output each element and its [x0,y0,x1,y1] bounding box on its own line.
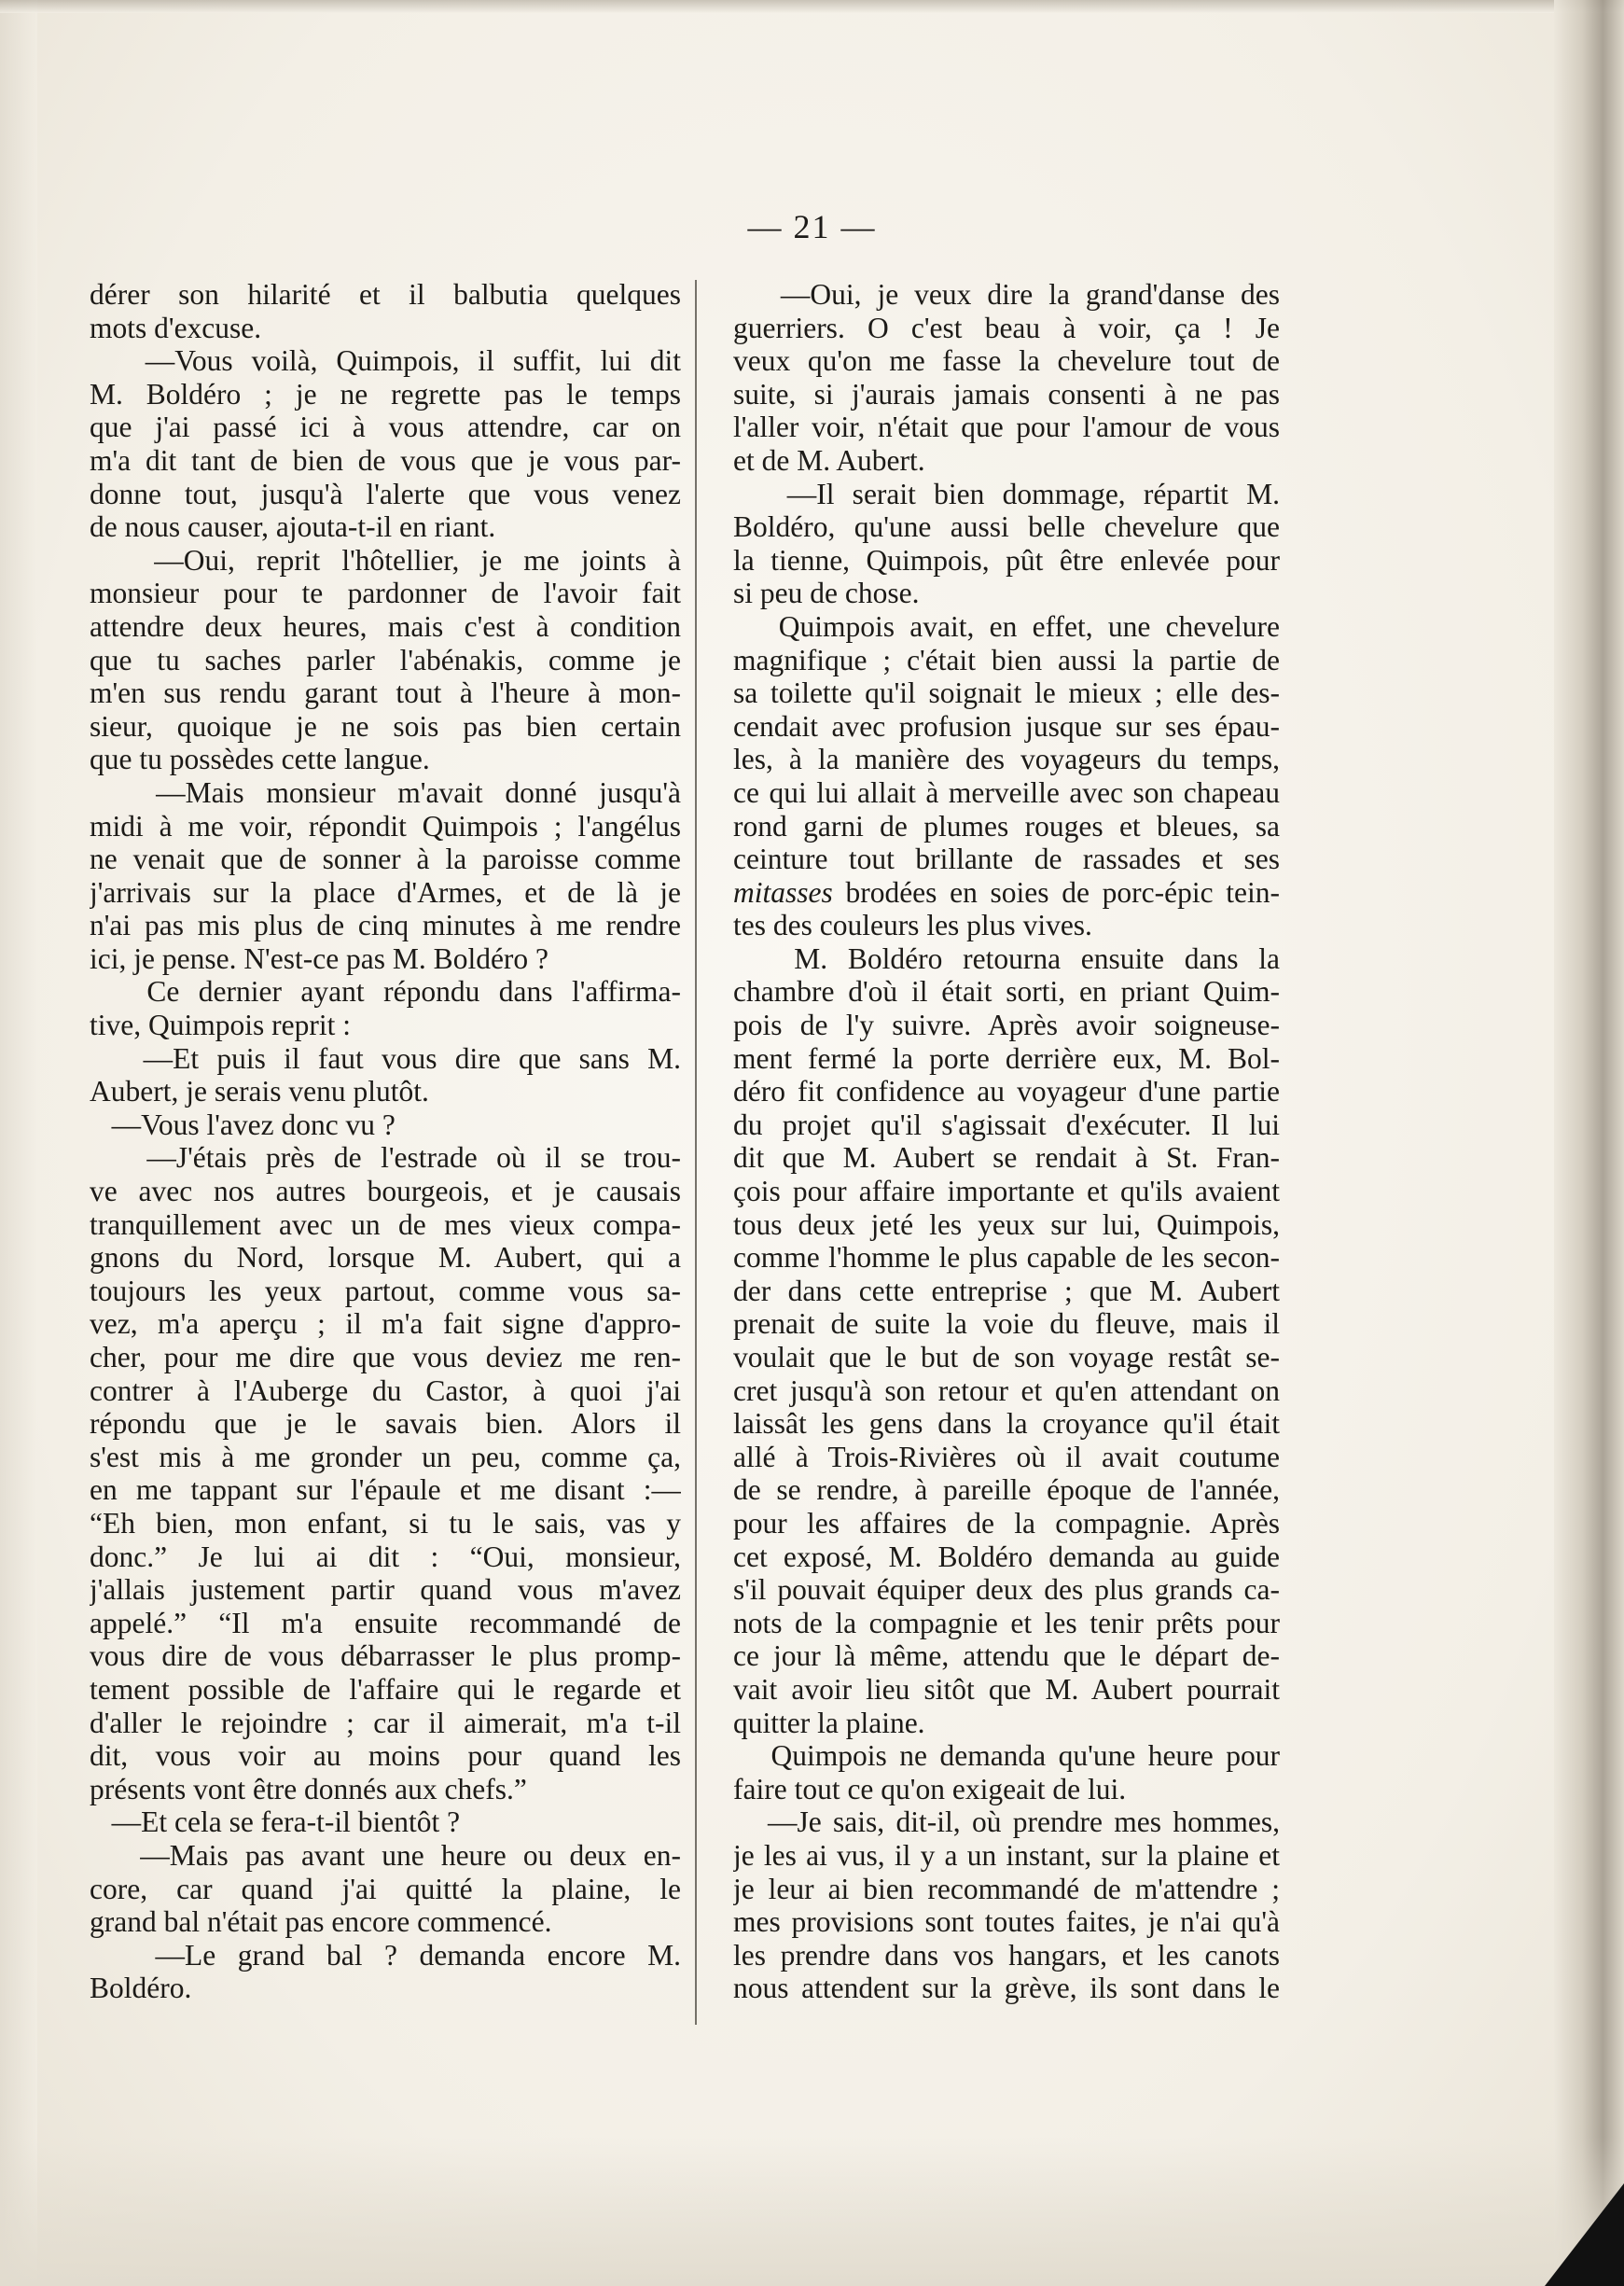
text-line: tous deux jeté les yeux sur lui, Quimpois, [733,1207,1280,1241]
page-number: — 21 — [747,208,877,245]
dark-corner [1545,2183,1624,2286]
text-line: donc.” Je lui ai dit : “Oui, monsieur, [90,1540,681,1573]
text-line: ici, je pense. N'est-ce pas M. Boldéro ? [90,941,549,975]
text-line: ce jour là même, attendu que le départ de- [733,1639,1280,1673]
text-line: gnons du Nord, lorsque M. Aubert, qui a [90,1241,681,1275]
text-line: vez, m'a aperçu ; il m'a fait signe d'appro- [90,1307,681,1341]
text-line: pois de l'y suivre. Après avoir soigneuse- [733,1009,1280,1042]
text-line: sa toilette qu'il soignait le mieux ; elle des- [733,676,1280,710]
text-line: —Vous l'avez donc vu ? [90,1108,396,1141]
text-line: cendait avec profusion jusque sur ses épau- [733,709,1280,743]
text-line: magnifique ; c'était bien aussi la partie de [733,643,1280,676]
text-line: Quimpois avait, en effet, une chevelure [733,609,1280,643]
text-line: quitter la plaine. [733,1706,925,1739]
text-line: nous attendent sur la grève, ils sont dans le [733,1972,1280,2005]
text-line: de nous causer, ajouta-t-il en riant. [90,510,496,544]
text-line: —Oui, reprit l'hôtellier, je me joints à [90,543,681,577]
text-line: dit, vous voir au moins pour quand les [90,1739,681,1773]
left-text-column [90,278,681,2005]
text-line: nots de la compagnie et les tenir prêts pour [733,1606,1280,1639]
text-line: cher, pour me dire que vous deviez me ren- [90,1341,681,1373]
text-line: présents vont être donnés aux chefs.” [90,1772,527,1805]
text-line: rond garni de plumes rouges et bleues, sa [733,809,1280,843]
text-line: ceinture tout brillante de rassades et ses [733,843,1280,876]
text-line: ne venait que de sonner à la paroisse comme [90,843,681,876]
text-line: prenait de suite la voie du fleuve, mais il [733,1307,1280,1341]
text-line: Boldéro. [90,1972,192,2005]
bottom-page-edge [0,2137,1624,2286]
text-line: et de M. Aubert. [733,443,925,477]
text-line: n'ai pas mis plus de cinq minutes à me rendre [90,909,681,942]
text-line: du projet qu'il s'agissait d'exécuter. Il lui [733,1108,1280,1141]
text-line: attendre deux heures, mais c'est à condition [90,609,681,643]
text-line: chambre d'où il était sorti, en priant Quim- [733,975,1280,1009]
text-line: veux qu'on me fasse la chevelure tout de [733,344,1280,378]
right-text-column [733,278,1280,2005]
text-line: —Le grand bal ? demanda encore M. [90,1938,681,1972]
text-line: ve avec nos autres bourgeois, et je causais [90,1175,681,1208]
text-line: je les ai vus, il y a un instant, sur la plaine et [733,1838,1280,1872]
text-line: pour les affaires de la compagnie. Après [733,1506,1280,1540]
text-line: d'aller le rejoindre ; car il aimerait, m'a t-il [90,1706,681,1739]
text-line: toujours les yeux partout, comme vous sa- [90,1274,681,1307]
text-line: que tu possèdes cette langue. [90,743,430,776]
text-line: contrer à l'Auberge du Castor, à quoi j'ai [90,1373,681,1407]
text-line: les, à la manière des voyageurs du temps, [733,743,1280,776]
text-line: l'aller voir, n'était que pour l'amour de vous [733,411,1280,444]
text-line: cret jusqu'à son retour et qu'en attendant on [733,1373,1280,1407]
text-line: çois pour affaire importante et qu'ils avaient [733,1175,1280,1208]
text-line: —Je sais, dit-il, où prendre mes hommes, [733,1805,1280,1839]
text-line: midi à me voir, répondit Quimpois ; l'angélus [90,809,681,843]
text-line: voulait que le but de son voyage restât se- [733,1341,1280,1373]
column-divider [695,280,697,2025]
text-line: monsieur pour te pardonner de l'avoir fait [90,577,681,610]
text-line: —Mais pas avant une heure ou deux en- [90,1838,681,1872]
text-line: j'allais justement partir quand vous m'avez [90,1573,681,1607]
text-line: de se rendre, à pareille époque de l'année, [733,1473,1280,1507]
text-line: que tu saches parler l'abénakis, comme je [90,643,681,676]
text-line: dit que M. Aubert se rendait à St. Fran- [733,1141,1280,1175]
text-line: Boldéro, qu'une aussi belle chevelure que [733,510,1280,544]
text-line: tes des couleurs les plus vives. [733,909,1092,942]
text-line: déro fit confidence au voyageur d'une partie [733,1075,1280,1108]
text-line: je leur ai bien recommandé de m'attendre ; [733,1872,1280,1905]
text-line: en me tappant sur l'épaule et me disant :— [90,1473,681,1507]
text-line: s'il pouvait équiper deux des plus grands ca- [733,1573,1280,1607]
text-line: Quimpois ne demanda qu'une heure pour [733,1739,1280,1773]
text-line: —Et cela se fera-t-il bientôt ? [90,1805,461,1839]
text-line: ment fermé la porte derrière eux, M. Bol- [733,1041,1280,1075]
text-line: que j'ai passé ici à vous attendre, car on [90,411,681,444]
text-line: m'en sus rendu garant tout à l'heure à mon- [90,676,681,710]
text-line: —Vous voilà, Quimpois, il suffit, lui dit [90,344,681,378]
text-line: ce qui lui allait à merveille avec son chapeau [733,775,1280,809]
text-line: mitasses brodées en soies de porc-épic tein- [733,875,1280,909]
text-line: tement possible de l'affaire qui le regarde et [90,1672,681,1706]
top-page-edge [0,0,1624,13]
text-line: —Mais monsieur m'avait donné jusqu'à [90,775,681,809]
text-line: tranquillement avec un de mes vieux compa- [90,1207,681,1241]
text-line: laissât les gens dans la croyance qu'il était [733,1407,1280,1441]
text-line: si peu de chose. [733,577,920,610]
text-line: faire tout ce qu'on exigeait de lui. [733,1772,1127,1805]
text-line: dérer son hilarité et il balbutia quelques [90,278,681,311]
text-line: s'est mis à me gronder un peu, comme ça, [90,1440,681,1473]
text-line: comme l'homme le plus capable de les secon- [733,1241,1280,1275]
text-line: donne tout, jusqu'à l'alerte que vous venez [90,477,681,510]
text-line: la tienne, Quimpois, pût être enlevée pour [733,543,1280,577]
text-line: —J'étais près de l'estrade où il se trou- [90,1141,681,1175]
text-line: j'arrivais sur la place d'Armes, et de là je [90,875,681,909]
text-line: core, car quand j'ai quitté la plaine, le [90,1872,681,1905]
text-line: répondu que je le savais bien. Alors il [90,1407,681,1441]
text-line: Aubert, je serais venu plutôt. [90,1075,429,1108]
text-line: Ce dernier ayant répondu dans l'affirma- [90,975,681,1009]
text-line: —Et puis il faut vous dire que sans M. [90,1041,681,1075]
text-line: —Oui, je veux dire la grand'danse des [733,278,1280,311]
text-line: M. Boldéro ; je ne regrette pas le temps [90,377,681,411]
right-page-edge [1554,0,1624,2286]
text-line: cet exposé, M. Boldéro demanda au guide [733,1540,1280,1573]
text-line: —Il serait bien dommage, répartit M. [733,477,1280,510]
text-line: der dans cette entreprise ; que M. Aubert [733,1274,1280,1307]
text-line: “Eh bien, mon enfant, si tu le sais, vas y [90,1506,681,1540]
left-page-edge [0,0,37,2286]
text-line: suite, si j'aurais jamais consenti à ne pas [733,377,1280,411]
text-line: grand bal n'était pas encore commencé. [90,1905,552,1939]
text-line: appelé.” “Il m'a ensuite recommandé de [90,1606,681,1639]
text-line: sieur, quoique je ne sois pas bien certain [90,709,681,743]
text-line: mes provisions sont toutes faites, je n'ai qu'à [733,1905,1280,1939]
text-line: allé à Trois-Rivières où il avait coutume [733,1440,1280,1473]
text-line: tive, Quimpois reprit : [90,1009,351,1042]
text-line: vait avoir lieu sitôt que M. Aubert pourrait [733,1672,1280,1706]
text-line: guerriers. O c'est beau à voir, ça ! Je [733,311,1280,344]
text-line: M. Boldéro retourna ensuite dans la [733,941,1280,975]
text-line: vous dire de vous débarrasser le plus promp- [90,1639,681,1673]
text-line: les prendre dans vos hangars, et les canots [733,1938,1280,1972]
text-line: m'a dit tant de bien de vous que je vous par- [90,443,681,477]
text-line: mots d'excuse. [90,311,262,344]
